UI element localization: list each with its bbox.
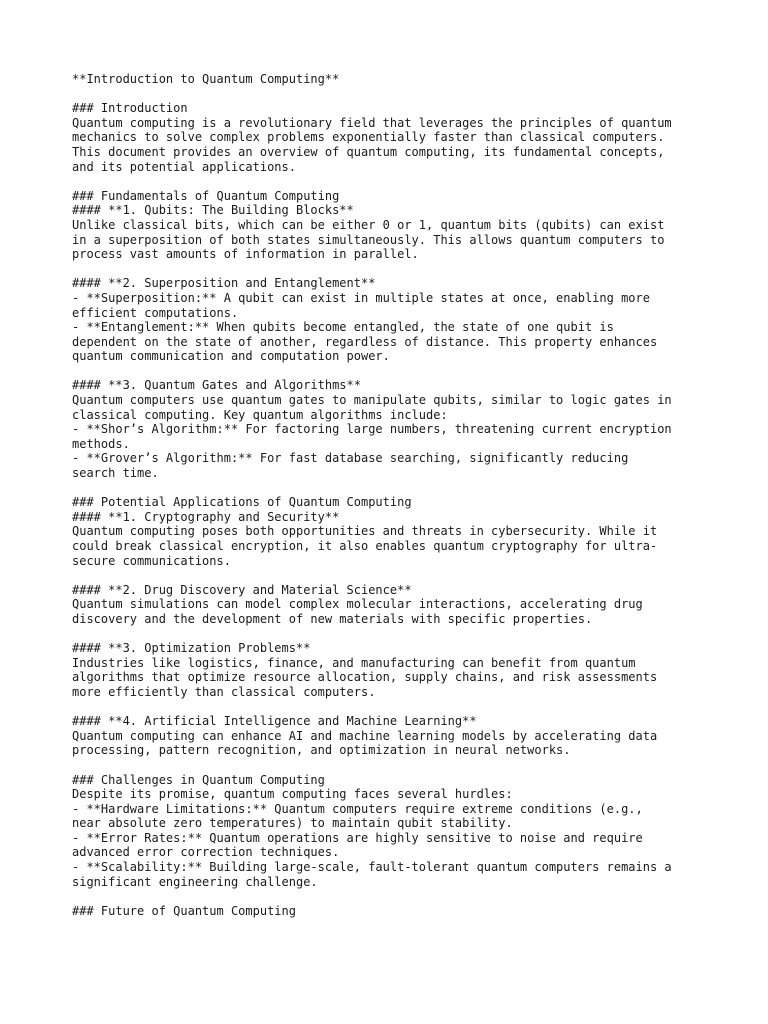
paragraph-line: Quantum computing can enhance AI and machine learning models by accelerating data	[72, 728, 658, 743]
spacer	[72, 758, 732, 773]
paragraph-line: discovery and the development of new materials with specific properties.	[72, 611, 593, 626]
paragraph-line: - **Error Rates:** Quantum operations are highly sensitive to noise and require	[72, 830, 643, 845]
ai-ml-subheading: #### **4. Artificial Intelligence and Machine Learning**	[72, 714, 477, 729]
paragraph-line: significant engineering challenge.	[72, 874, 318, 889]
spacer	[72, 87, 732, 102]
spacer	[72, 889, 732, 904]
qubits-subheading: #### **1. Qubits: The Building Blocks**	[72, 203, 354, 218]
paragraph-line: Industries like logistics, finance, and manufacturing can benefit from quantum	[72, 655, 636, 670]
paragraph-line: - **Hardware Limitations:** Quantum computers require extreme conditions (e.g.,	[72, 801, 643, 816]
spacer	[72, 364, 732, 379]
paragraph-line: algorithms that optimize resource allocation, supply chains, and risk assessments	[72, 670, 658, 685]
gates-subheading: #### **3. Quantum Gates and Algorithms**	[72, 378, 361, 393]
spacer	[72, 481, 732, 496]
drug-discovery-subheading: #### **2. Drug Discovery and Material Science**	[72, 582, 412, 597]
optimization-subheading: #### **3. Optimization Problems**	[72, 641, 311, 656]
paragraph-line: quantum communication and computation power.	[72, 349, 390, 364]
paragraph-line: - **Entanglement:** When qubits become entangled, the state of one qubit is	[72, 320, 614, 335]
paragraph-line: methods.	[72, 436, 130, 451]
spacer	[72, 262, 732, 277]
superposition-subheading: #### **2. Superposition and Entanglement**	[72, 276, 376, 291]
paragraph-line: Despite its promise, quantum computing faces several hurdles:	[72, 787, 513, 802]
paragraph-line: mechanics to solve complex problems exponentially faster than classical computers.	[72, 130, 665, 145]
paragraph-line: in a superposition of both states simultaneously. This allows quantum computers to	[72, 232, 665, 247]
cryptography-subheading: #### **1. Cryptography and Security**	[72, 509, 340, 524]
paragraph-line: advanced error correction techniques.	[72, 845, 340, 860]
spacer	[72, 700, 732, 715]
fundamentals-heading: ### Fundamentals of Quantum Computing	[72, 188, 340, 203]
paragraph-line: process vast amounts of information in parallel.	[72, 247, 419, 262]
spacer	[72, 174, 732, 189]
document-page	[72, 72, 732, 918]
paragraph-line: Quantum computing is a revolutionary field that leverages the principles of quantum	[72, 115, 672, 130]
paragraph-line: - **Superposition:** A qubit can exist in multiple states at once, enabling more	[72, 290, 650, 305]
paragraph-line: This document provides an overview of quantum computing, its fundamental concepts,	[72, 144, 665, 159]
paragraph-line: Quantum simulations can model complex molecular interactions, accelerating drug	[72, 597, 643, 612]
challenges-heading: ### Challenges in Quantum Computing	[72, 772, 325, 787]
paragraph-line: - **Grover’s Algorithm:** For fast database searching, significantly reducing	[72, 451, 629, 466]
spacer	[72, 568, 732, 583]
applications-heading: ### Potential Applications of Quantum Computing	[72, 495, 412, 510]
paragraph-line: search time.	[72, 466, 159, 481]
paragraph-line: secure communications.	[72, 553, 231, 568]
paragraph-line: and its potential applications.	[72, 159, 296, 174]
paragraph-line: classical computing. Key quantum algorithms include:	[72, 407, 448, 422]
paragraph-line: Unlike classical bits, which can be either 0 or 1, quantum bits (qubits) can exist	[72, 217, 665, 232]
paragraph-line: dependent on the state of another, regardless of distance. This property enhances	[72, 334, 658, 349]
paragraph-line: - **Shor’s Algorithm:** For factoring large numbers, threatening current encryption	[72, 422, 672, 437]
introduction-heading: ### Introduction	[72, 101, 188, 116]
spacer	[72, 627, 732, 642]
paragraph-line: near absolute zero temperatures) to maintain qubit stability.	[72, 816, 513, 831]
paragraph-line: Quantum computers use quantum gates to manipulate qubits, similar to logic gates in	[72, 393, 672, 408]
paragraph-line: efficient computations.	[72, 305, 239, 320]
paragraph-line: more efficiently than classical computers.	[72, 684, 376, 699]
paragraph-line: processing, pattern recognition, and optimization in neural networks.	[72, 743, 571, 758]
future-heading: ### Future of Quantum Computing	[72, 903, 296, 918]
document-title: **Introduction to Quantum Computing**	[72, 72, 340, 86]
paragraph-line: could break classical encryption, it also enables quantum cryptography for ultra-	[72, 539, 658, 553]
paragraph-line: Quantum computing poses both opportunities and threats in cybersecurity. While it	[72, 524, 658, 539]
paragraph-line: - **Scalability:** Building large-scale, fault-tolerant quantum computers remains a	[72, 860, 672, 875]
